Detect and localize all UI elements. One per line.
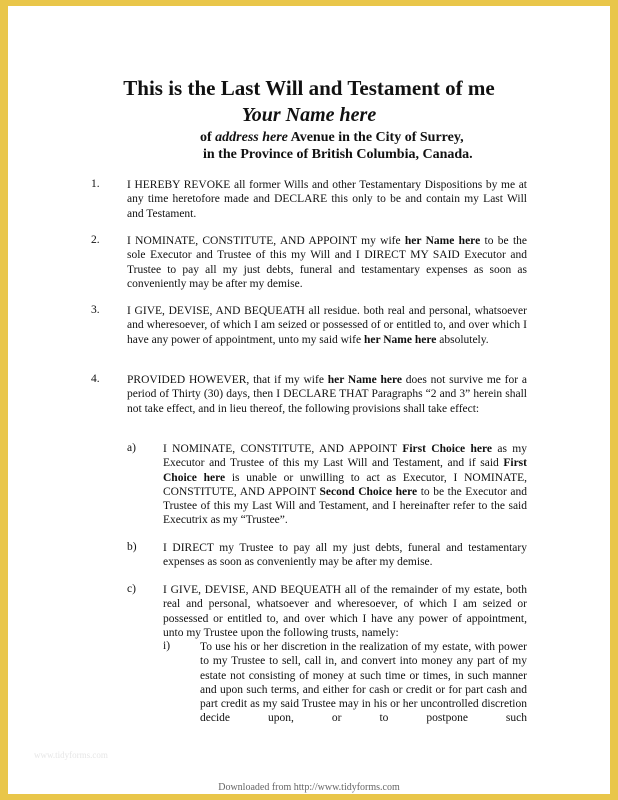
clause-2-number: 2. — [91, 234, 100, 246]
document-title: This is the Last Will and Testament of me — [123, 76, 495, 100]
clause-3-text: I GIVE, DEVISE, AND BEQUEATH all residue. both real and personal, whatsoever and wheresoever, of which I am seized or possessed of or entitled to, and over which I have any power of appointment, unto my said wife her Name here absolutely. — [127, 305, 527, 346]
watermark-text: www.tidyforms.com — [34, 750, 108, 760]
spouse-name-placeholder: her Name here — [327, 374, 402, 386]
first-choice-placeholder: First Choice here — [402, 443, 493, 455]
address-line: of address here Avenue in the City of Surrey, — [200, 130, 464, 145]
item-i-number: i) — [163, 640, 171, 652]
province-line: in the Province of British Columbia, Canada. — [203, 147, 473, 162]
first-choice-placeholder: First Choice here — [163, 457, 527, 484]
clause-1-text: I HEREBY REVOKE all former Wills and other Testamentary Dispositions by me at any time heretofore made and DECLARE this only to be and contain my Last Will and Testament. — [127, 179, 527, 220]
testator-name: Your Name here — [241, 104, 377, 126]
clause-2-text: I NOMINATE, CONSTITUTE, AND APPOINT my wife her Name here to be the sole Executor and Trustee of this my Will and I DIRECT MY SAID Executor and Trustee to pay all my just debts, funeral and testamentary expenses as soon as conveniently may be after my demise. — [127, 235, 527, 290]
address-placeholder: address here — [215, 130, 288, 145]
spouse-name-placeholder: her Name here — [363, 333, 437, 346]
clause-1-number: 1. — [91, 178, 100, 190]
subclause-a-number: a) — [127, 442, 136, 454]
clause-3-number: 3. — [91, 304, 100, 316]
item-i-text: To use his or her discretion in the realization of my estate, with power to my Trustee to sell, call in, and convert into money any part of my estate not consisting of money at such time or times, in such manner and upon such terms, and either for cash or credit or for part cash and part credit as my said Trustee may in his or her uncontrolled discretion decide upon, or to postpone such — [200, 641, 527, 725]
spouse-name-placeholder: her Name here — [404, 235, 481, 247]
subclause-a-text: I NOMINATE, CONSTITUTE, AND APPOINT First Choice here as my Executor and Trustee of this my Last Will and Testament, and if said First Choice here is unable or unwilling to act as Executor, I NOMINATE, CONSTITUTE, AND APPOINT Second Choice here to be the Executor and Trustee of this my Last Will and Testament, and I hereinafter refer to the said Executrix as my “Trustee”. — [163, 443, 528, 527]
second-choice-placeholder: Second Choice here — [319, 485, 418, 498]
clause-4-number: 4. — [91, 373, 100, 385]
download-footer: Downloaded from http://www.tidyforms.com — [218, 782, 400, 793]
subclause-b-number: b) — [127, 541, 137, 553]
document-page — [8, 6, 610, 794]
subclause-c-number: c) — [127, 583, 136, 595]
clause-4-text: PROVIDED HOWEVER, that if my wife her Name here does not survive me for a period of Thirty (30) days, then I DECLARE THAT Paragraphs “2 and 3” herein shall not take effect, and in lieu thereof, the following provisions shall take effect: — [127, 374, 527, 415]
subclause-b-text: I DIRECT my Trustee to pay all my just debts, funeral and testamentary expenses as soon as conveniently may be after my demise. — [163, 542, 527, 569]
subclause-c-text: I GIVE, DEVISE, AND BEQUEATH all of the remainder of my estate, both real and personal, whatsoever and wheresoever, of which I am seized or possessed or entitled to, and over which I have any power of appointment, unto my Trustee upon the following trusts, namely: — [163, 584, 527, 639]
